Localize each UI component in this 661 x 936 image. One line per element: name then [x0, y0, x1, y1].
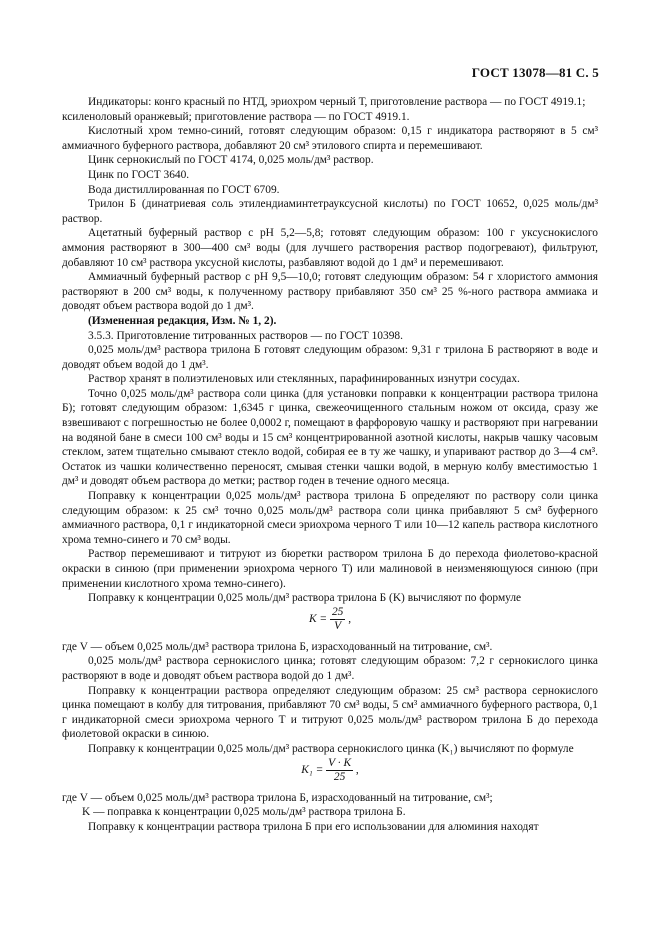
paragraph-amendment: (Измененная редакция, Изм. № 1, 2). — [88, 314, 277, 327]
formula-k1-numerator: V · K — [328, 756, 352, 769]
paragraph-water: Вода дистиллированная по ГОСТ 6709. — [88, 183, 280, 196]
paragraph-chrome-blue: Кислотный хром темно-синий, готовят следующим образом: 0,15 г индикатора растворяют в 5 см³ аммиачного буферного раствора, добавляют 20 см³ этилового спирта и перемешивают. — [62, 125, 598, 152]
formula-k — [62, 606, 598, 640]
formula-k1-tail: , — [355, 763, 359, 776]
paragraph-section-353: 3.5.3. Приготовление титрованных растворов — по ГОСТ 10398. — [88, 329, 403, 342]
paragraph-indicators: Индикаторы: конго красный по НТД, эриохром черный Т, приготовление раствора — по ГОСТ 4919.1; — [88, 96, 586, 108]
formula-k-tail: , — [348, 612, 352, 625]
paragraph-storage: Раствор хранят в полиэтиленовых или стеклянных, парафинированных изнутри сосудах. — [88, 373, 520, 386]
formula-k1-lhs: K₁ = — [301, 763, 324, 776]
formula-k1-fraction — [326, 757, 353, 784]
paragraph-zinc-salt-prep: Точно 0,025 моль/дм³ раствора соли цинка (для установки поправки к концентрации раствора трилона Б); готовят следующим образом: 1,6345 г цинка, свежеочищенного стальным ножом от оксида, сразу же взвешивают с погрешностью не более 0,0002 г, помещают в фарфоровую чашку и растворяют при нагревании на водяной бане в смеси 100 см³ воды и 15 см³ концентрированной азотной кислоты, накрыв чашку часовым стеклом, затем тщательно смывают стекло водой, собирая ее в ту же чашку, и упаривают раствор до 3—4 см³. Остаток из чашки количественно переносят, смывая стенки чашки водой, в мерную колбу вместимостью 1 дм³ и доводят объем раствора до метки; раствор годен в течение одного месяца. — [62, 387, 598, 488]
paragraph-zinc-sulfate-prep: 0,025 моль/дм³ раствора сернокислого цинка; готовят следующим образом: 7,2 г сернокислого цинка растворяют в воде и доводят объем раствора водой до 1 дм³. — [62, 655, 598, 682]
paragraph-trilon: Трилон Б (динатриевая соль этилендиаминтетрауксусной кислоты) по ГОСТ 10652, 0,025 моль/дм³ раствор. — [62, 198, 598, 225]
paragraph-ammonia-buffer: Аммиачный буферный раствор с pH 9,5—10,0; готовят следующим образом: 54 г хлористого аммония растворяют в 200 см³ воды, к полученному раствору прибавляют 350 см³ 25 %-ного раствора аммиака и доводят объем раствора водой до 1 дм³. — [62, 271, 598, 313]
paragraph-where-v2: где V — объем 0,025 моль/дм³ раствора трилона Б, израсходованный на титрование, см³; — [62, 791, 493, 804]
formula-k-lhs: K = — [308, 612, 328, 625]
paragraph-aluminium: Поправку к концентрации раствора трилона Б при его использовании для алюминия находят — [88, 820, 539, 833]
paragraph-acetate-buffer: Ацетатный буферный раствор с pH 5,2—5,8; готовят следующим образом: 100 г уксуснокислого аммония растворяют в 300—400 см³ воды (для лучшего растворения раствор подогревают), фильтруют, добавляют 10 см³ раствора уксусной кислоты, разбавляют водой до 1 дм³ и перемешивают. — [62, 227, 598, 269]
paragraph-zinc: Цинк по ГОСТ 3640. — [88, 168, 190, 181]
paragraph-zinc-sulfate: Цинк сернокислый по ГОСТ 4174, 0,025 моль/дм³ раствор. — [88, 154, 374, 167]
formula-k-fraction — [330, 606, 345, 633]
paragraph-titration: Раствор перемешивают и титруют из бюретки раствором трилона Б до перехода фиолетово-красной окраски в синюю (при применении эриохрома черного Т) или малиновой в неизменяющуюся синюю (при применении кислотного хрома темно-синего). — [62, 548, 598, 590]
formula-k1 — [62, 757, 598, 791]
formula-k-denominator: V — [334, 619, 342, 632]
paragraph-where-k: K — поправка к концентрации 0,025 моль/дм³ раствора трилона Б. — [82, 806, 406, 819]
formula-k1-denominator: 25 — [333, 770, 346, 783]
paragraph-formula-k1-intro: Поправку к концентрации 0,025 моль/дм³ раствора сернокислого цинка (K₁) вычисляют по формуле — [88, 742, 574, 755]
document-body — [62, 95, 598, 834]
paragraph-where-v1: где V — объем 0,025 моль/дм³ раствора трилона Б, израсходованный на титрование, см³. — [62, 640, 493, 653]
paragraph-trilon-prep: 0,025 моль/дм³ раствора трилона Б готовят следующим образом: 9,31 г трилона Б растворяют в воде и доводят объем водой до 1 дм³. — [62, 344, 598, 371]
paragraph-xylenol: ксиленоловый оранжевый; приготовление раствора — по ГОСТ 4919.1. — [62, 110, 410, 123]
paragraph-correction-zinc: Поправку к концентрации 0,025 моль/дм³ раствора трилона Б определяют по раствору соли цинка следующим образом: к 25 см³ точно 0,025 моль/дм³ раствора соли цинка прибавляют 5 см³ буферного аммиачного раствора, 0,1 г индикаторной смеси эриохрома черного Т или 10—12 капель раствора кислотного хрома темно-синего и 70 см³ воды. — [62, 490, 598, 546]
paragraph-formula-k-intro: Поправку к концентрации 0,025 моль/дм³ раствора трилона Б (K) вычисляют по формуле — [88, 592, 522, 605]
formula-k-numerator: 25 — [331, 605, 344, 618]
page-header: ГОСТ 13078—81 С. 5 — [471, 65, 599, 80]
paragraph-zinc-sulfate-correction: Поправку к концентрации раствора определяют следующим образом: 25 см³ раствора сернокислого цинка помещают в колбу для титрования, прибавляют 70 см³ воды, 5 см³ аммиачного буферного раствора, 0,1 г индикаторной смеси эриохрома черного Т и титруют 0,025 моль/дм³ раствором трилона Б до перехода фиолетовой окраски в синюю. — [62, 684, 598, 741]
